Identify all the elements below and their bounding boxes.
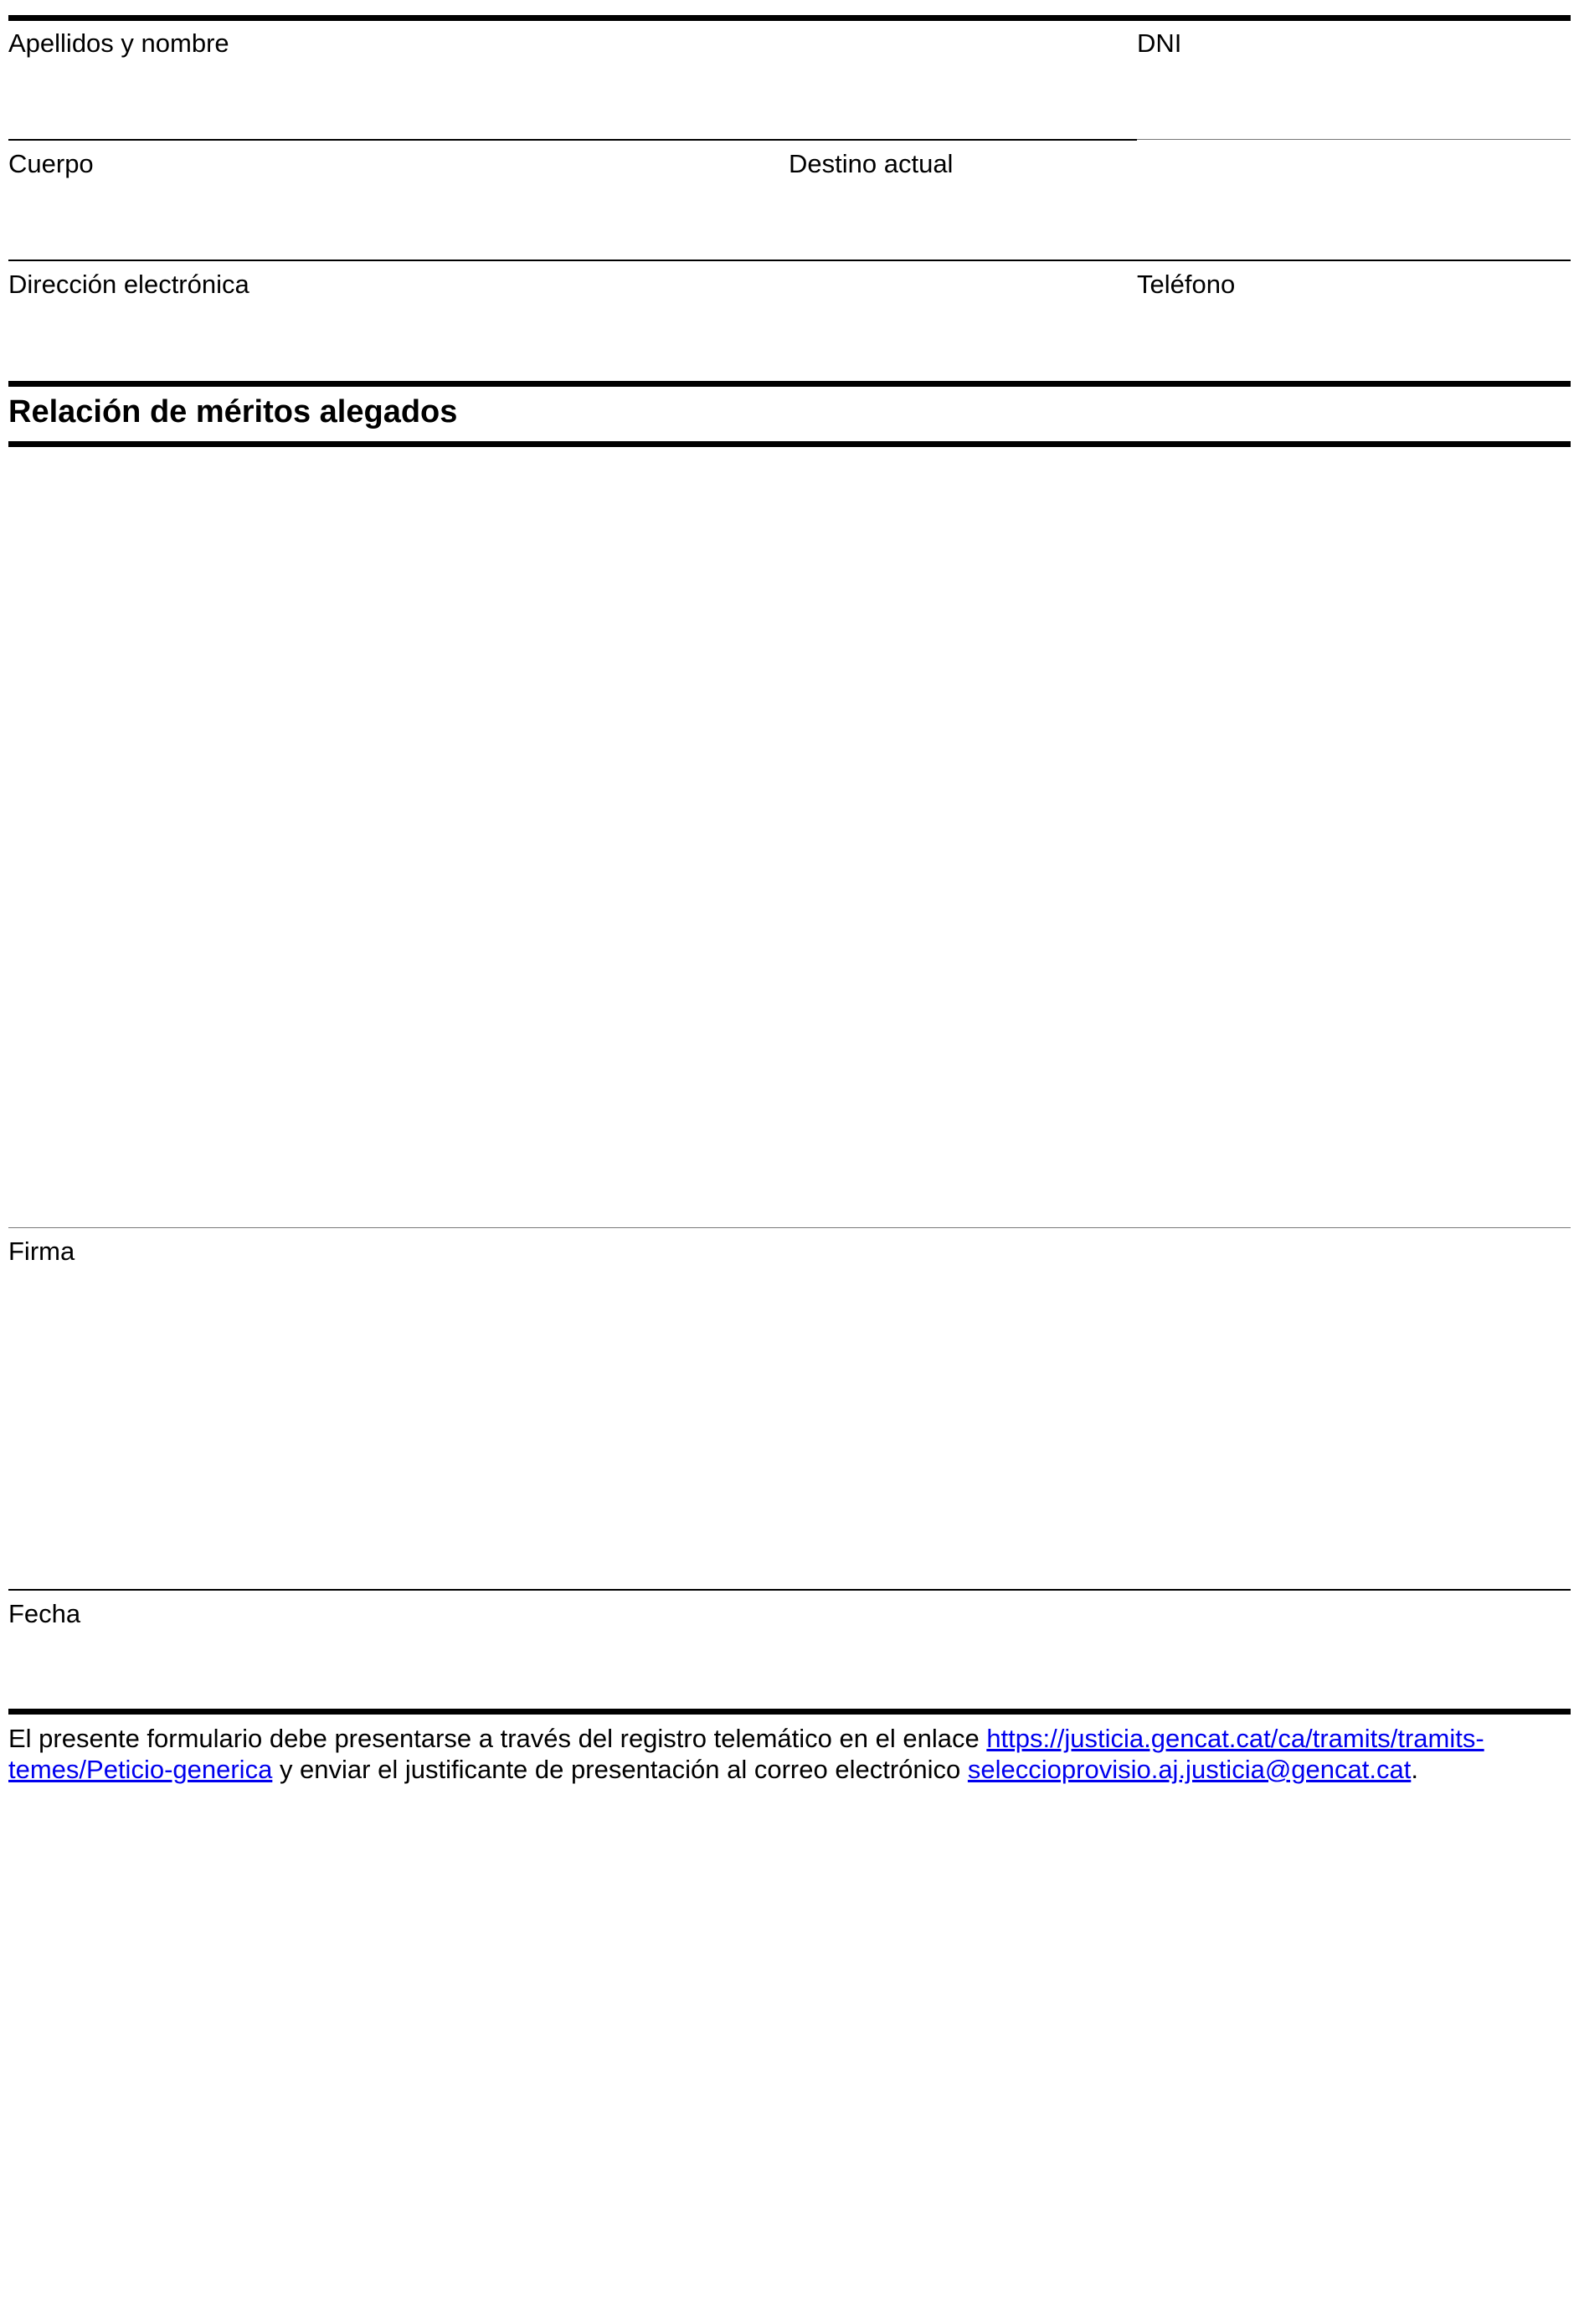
date-field[interactable]	[8, 1599, 1571, 1704]
cuerpo-label: Cuerpo	[8, 149, 94, 178]
dni-row-divider	[1137, 139, 1571, 140]
phone-label: Teléfono	[1137, 270, 1236, 299]
footer-text-middle: y enviar el justificante de presentación al correo electrónico	[272, 1755, 968, 1784]
fecha-label: Fecha	[8, 1599, 81, 1628]
cuerpo-field[interactable]	[8, 149, 779, 258]
merits-end-rule	[8, 1227, 1571, 1228]
top-rule	[8, 15, 1571, 21]
firma-label: Firma	[8, 1237, 75, 1266]
destino-field[interactable]	[789, 149, 1571, 258]
firma-end-rule	[8, 1589, 1571, 1591]
footer-top-rule	[8, 1709, 1571, 1715]
dni-label: DNI	[1137, 28, 1182, 58]
footer-instructions	[8, 1723, 1571, 1785]
footer-text-end: .	[1411, 1755, 1418, 1784]
cuerpo-row-divider	[8, 260, 1571, 261]
footer-text-before: El presente formulario debe presentarse a través del registro telemático en el enlace	[8, 1724, 987, 1753]
name-label: Apellidos y nombre	[8, 28, 229, 58]
name-field[interactable]	[8, 28, 1130, 137]
name-row-divider	[8, 139, 1137, 141]
email-field[interactable]	[8, 270, 1130, 378]
destino-label: Destino actual	[789, 149, 954, 178]
phone-field[interactable]	[1137, 270, 1571, 378]
registry-link[interactable]: https://justicia.gencat.cat/ca/tramits/tramits-temes/Peticio-generica	[8, 1724, 1484, 1784]
merits-top-rule	[8, 381, 1571, 387]
signature-field[interactable]	[8, 1273, 1571, 1586]
merits-textarea[interactable]	[8, 452, 1571, 1222]
email-link[interactable]: seleccioprovisio.aj.justicia@gencat.cat	[967, 1755, 1412, 1784]
email-label: Dirección electrónica	[8, 270, 249, 299]
merits-bottom-rule	[8, 441, 1571, 447]
merits-heading: Relación de méritos alegados	[8, 394, 458, 429]
dni-field[interactable]	[1137, 28, 1571, 137]
